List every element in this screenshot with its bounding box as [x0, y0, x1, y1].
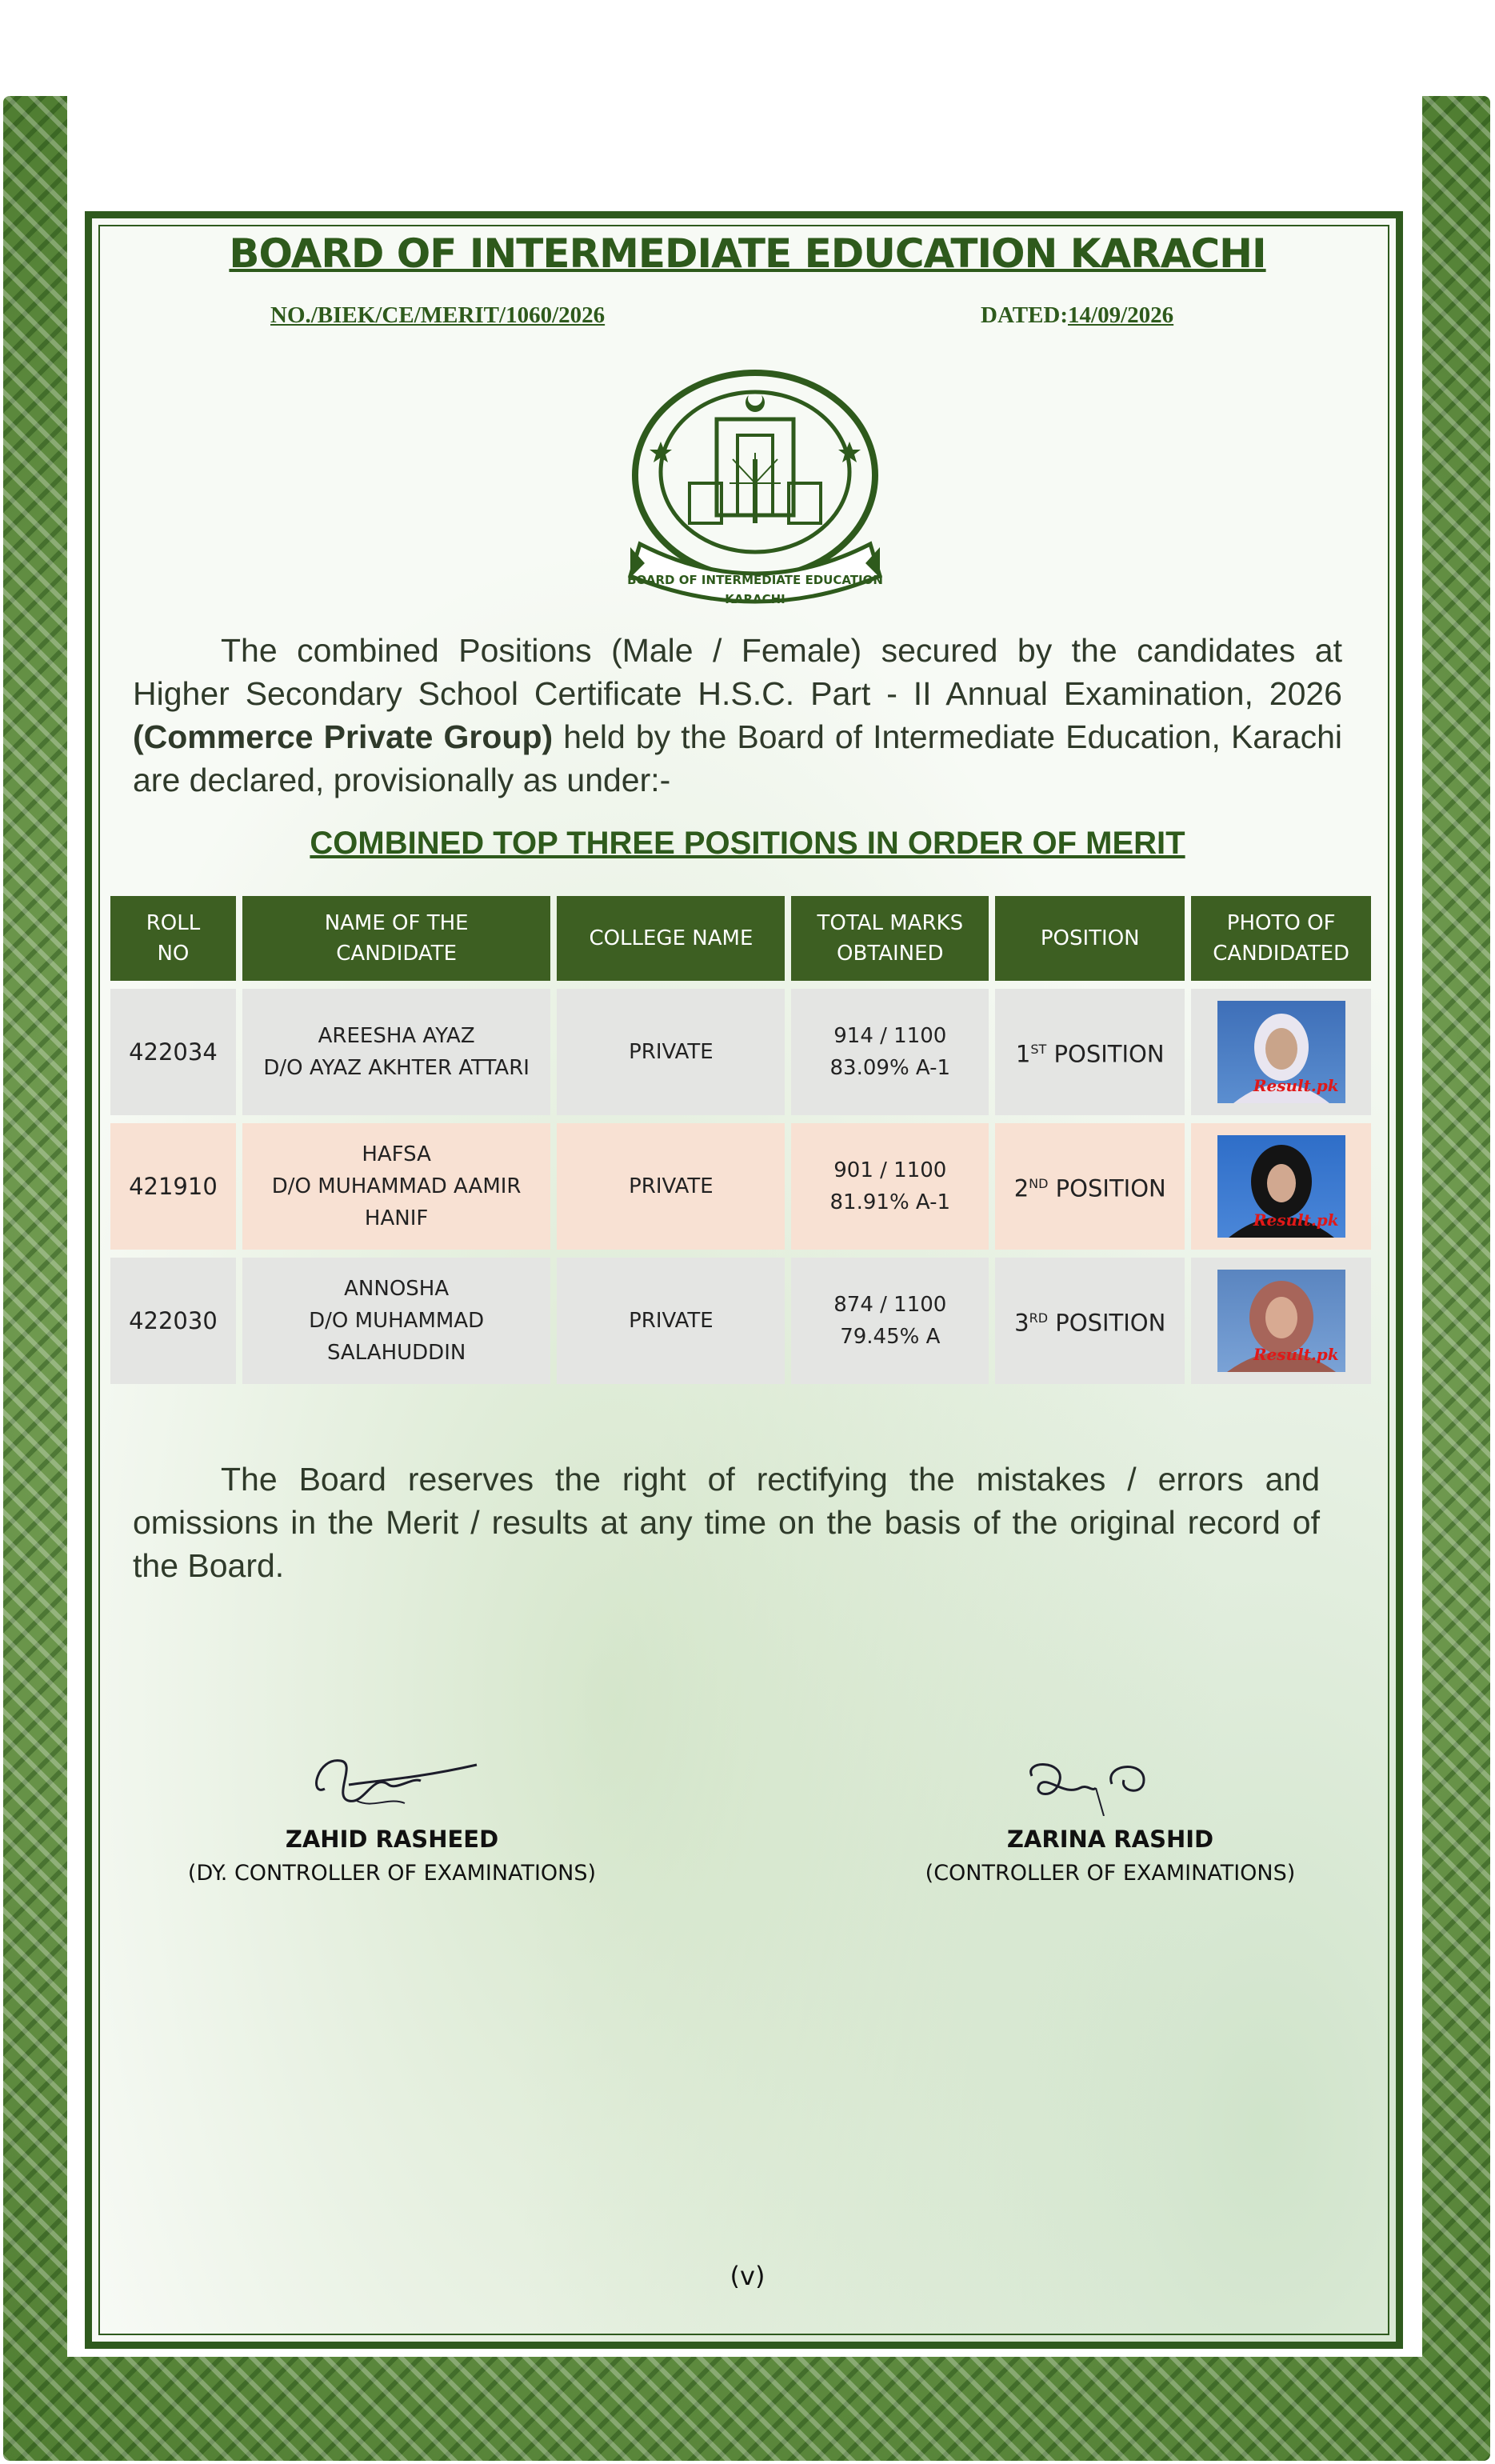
position: 2ND POSITION — [995, 1123, 1185, 1250]
total-marks: 901 / 1100 81.91% A-1 — [791, 1123, 989, 1250]
merit-subtitle: COMBINED TOP THREE POSITIONS IN ORDER OF MERIT — [310, 826, 1185, 861]
total-marks: 874 / 1100 79.45% A — [791, 1258, 989, 1384]
header-position: POSITION — [995, 896, 1185, 981]
position: 1ST POSITION — [995, 989, 1185, 1115]
intro-paragraph — [133, 629, 1342, 802]
signature-left-image — [301, 1741, 485, 1813]
table-row — [110, 1123, 1371, 1250]
dated-label: DATED: — [981, 302, 1069, 328]
candidate-photo — [1217, 1135, 1345, 1238]
signatory-left-name: ZAHID RASHEED — [285, 1826, 499, 1853]
seal-city: KARACHI — [725, 592, 785, 606]
intro-group: (Commerce Private Group) — [133, 718, 554, 755]
table-row — [110, 989, 1371, 1115]
candidate-photo-cell — [1191, 989, 1371, 1115]
photo-watermark: Result.pk — [1253, 1345, 1339, 1364]
page-number: (v) — [730, 2261, 765, 2291]
roll-no: 421910 — [110, 1123, 236, 1250]
signature-right-image — [1016, 1752, 1176, 1816]
candidate-photo-cell — [1191, 1258, 1371, 1384]
reference-number: NO./BIEK/CE/MERIT/1060/2026 — [270, 302, 606, 328]
header-college-name: COLLEGE NAME — [557, 896, 785, 981]
photo-watermark: Result.pk — [1253, 1076, 1339, 1095]
merit-table — [104, 888, 1377, 1392]
college-name: PRIVATE — [557, 1258, 785, 1384]
candidate-name: HAFSA D/O MUHAMMAD AAMIR HANIF — [242, 1123, 551, 1250]
board-title: BOARD OF INTERMEDIATE EDUCATION KARACHI — [229, 230, 1266, 277]
candidate-name: AREESHA AYAZ D/O AYAZ AKHTER ATTARI — [242, 989, 551, 1115]
disclaimer-text: The Board reserves the right of rectifying the mistakes / errors and omissions in the Merit / results at any time on the basis of the original record of the Board. — [133, 1461, 1320, 1584]
table-header-row — [110, 896, 1371, 981]
board-seal-logo — [613, 363, 897, 621]
candidate-name: ANNOSHA D/O MUHAMMAD SALAHUDDIN — [242, 1258, 551, 1384]
roll-no: 422030 — [110, 1258, 236, 1384]
candidate-photo — [1217, 1270, 1345, 1372]
signatory-right-role: (CONTROLLER OF EXAMINATIONS) — [925, 1861, 1296, 1886]
college-name: PRIVATE — [557, 989, 785, 1115]
header-candidate-name: NAME OF THE CANDIDATE — [242, 896, 551, 981]
header-photo: PHOTO OF CANDIDATED — [1191, 896, 1371, 981]
seal-ring-text: BOARD OF INTERMEDIATE EDUCATION — [627, 573, 883, 587]
disclaimer-paragraph — [133, 1458, 1320, 1587]
candidate-photo-cell — [1191, 1123, 1371, 1250]
table-row — [110, 1258, 1371, 1384]
college-name: PRIVATE — [557, 1123, 785, 1250]
intro-text-after: held by the Board of Intermediate Education, Karachi are declared, provisionally as under:- — [133, 718, 1342, 798]
signatory-left-role: (DY. CONTROLLER OF EXAMINATIONS) — [187, 1861, 597, 1886]
total-marks: 914 / 1100 83.09% A-1 — [791, 989, 989, 1115]
photo-watermark: Result.pk — [1253, 1210, 1339, 1230]
date-line — [981, 302, 1173, 329]
header-total-marks: TOTAL MARKS OBTAINED — [791, 896, 989, 981]
candidate-photo — [1217, 1001, 1345, 1103]
roll-no: 422034 — [110, 989, 236, 1115]
dated-value: 14/09/2026 — [1068, 302, 1174, 328]
header-roll-no: ROLL NO — [110, 896, 236, 981]
intro-text-before: The combined Positions (Male / Female) secured by the candidates at Higher Secondary School Certificate H.S.C. Part - II Annual Examination, 2026 — [133, 632, 1342, 712]
signatory-right-name: ZARINA RASHID — [1006, 1826, 1214, 1853]
position: 3RD POSITION — [995, 1258, 1185, 1384]
